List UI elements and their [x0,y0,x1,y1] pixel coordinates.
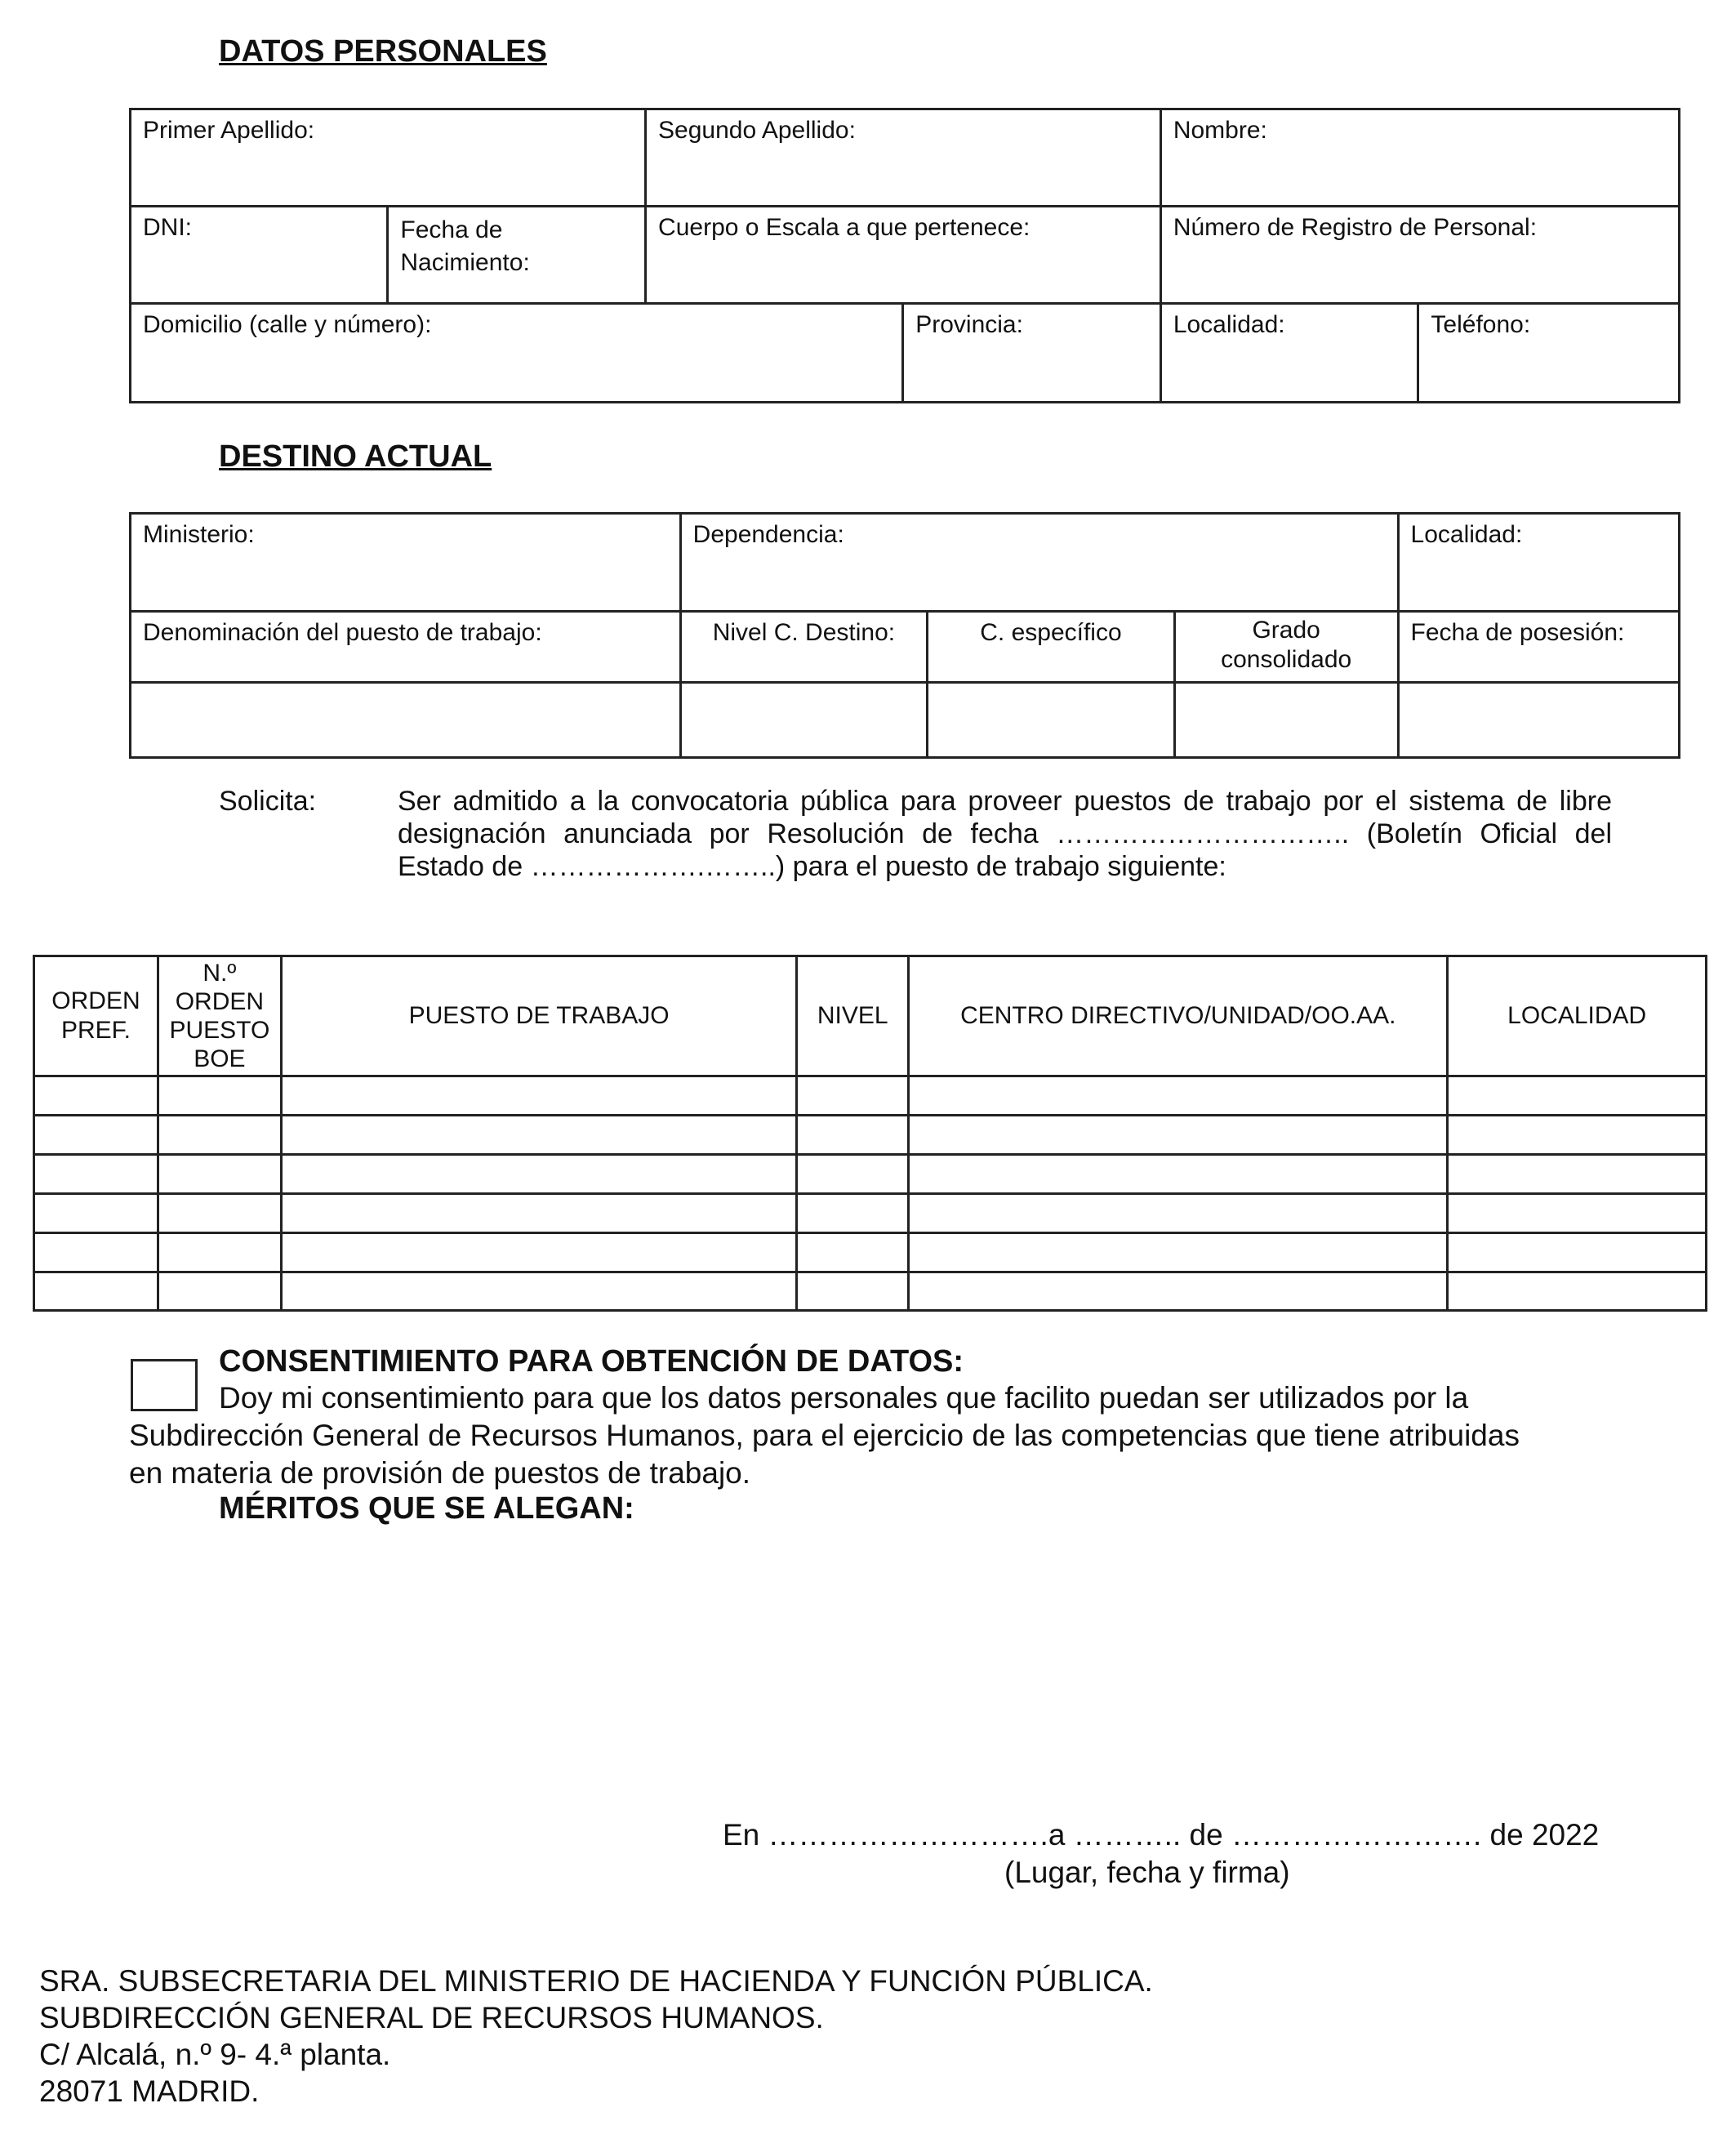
signature-caption: (Lugar, fecha y firma) [1004,1856,1290,1889]
c-especifico-input[interactable] [928,683,1175,758]
nivel-cell[interactable] [797,1233,909,1272]
orden-pref-label-1: ORDEN [51,987,140,1014]
orden-pref-cell[interactable] [34,1233,158,1272]
n-orden-cell[interactable] [158,1116,281,1155]
c-especifico-label: C. específico [980,619,1122,646]
destino-actual-heading: DESTINO ACTUAL [219,439,492,474]
consent-line-1: Doy mi consentimiento para que los datos personales que facilito puedan ser utilizados por la [219,1381,1469,1415]
centro-cell[interactable] [909,1116,1448,1155]
cuerpo-escala-field[interactable] [646,207,1161,304]
localidad-cell[interactable] [1448,1116,1707,1155]
n-orden-header [158,956,281,1076]
centro-cell[interactable] [909,1233,1448,1272]
ministerio-label: Ministerio: [143,521,255,548]
datos-personales-heading: DATOS PERSONALES [219,34,547,69]
puesto-cell[interactable] [281,1194,796,1233]
datos-personales-table [129,108,1680,403]
table-row [34,1076,1707,1116]
solicita-label: Solicita: [219,786,317,817]
consent-line-3: en materia de provisión de puestos de trabajo. [129,1456,751,1490]
n-orden-label-2: ORDEN [175,988,265,1015]
puesto-cell[interactable] [281,1116,796,1155]
localidad-field[interactable] [1160,304,1418,403]
orden-pref-label-2: PREF. [60,1017,131,1044]
fecha-posesion-label: Fecha de posesión: [1410,619,1625,646]
address-line-2: SUBDIRECCIÓN GENERAL DE RECURSOS HUMANOS. [39,2001,824,2034]
consent-checkbox[interactable] [131,1359,198,1411]
telefono-label: Teléfono: [1431,311,1531,338]
nombre-label: Nombre: [1173,117,1267,144]
orden-pref-cell[interactable] [34,1076,158,1116]
table-row [34,1272,1707,1311]
primer-apellido-label: Primer Apellido: [143,117,315,144]
grado-label-1: Grado [1252,617,1320,644]
localidad-cell[interactable] [1448,1233,1707,1272]
destino-actual-table [129,512,1680,759]
puesto-header: PUESTO DE TRABAJO [281,956,796,1076]
nivel-destino-label: Nivel C. Destino: [712,619,896,646]
signature-line: En ……………………….a ……….. de ……………………. de 2022 [723,1818,1600,1851]
nivel-destino-input[interactable] [680,683,928,758]
orden-pref-header [34,956,158,1076]
destino-localidad-label: Localidad: [1410,521,1523,548]
nivel-cell[interactable] [797,1076,909,1116]
n-orden-cell[interactable] [158,1155,281,1194]
solicita-line-2: designación anunciada por Resolución de fecha ………………………….. (Boletín Oficial del [398,818,1612,849]
address-line-1: SRA. SUBSECRETARIA DEL MINISTERIO DE HACIENDA Y FUNCIÓN PÚBLICA. [39,1964,1153,1998]
nivel-cell[interactable] [797,1194,909,1233]
nivel-cell[interactable] [797,1155,909,1194]
nombre-field[interactable] [1160,109,1679,207]
denominacion-label: Denominación del puesto de trabajo: [143,619,542,646]
address-line-4: 28071 MADRID. [39,2074,260,2108]
puesto-cell[interactable] [281,1155,796,1194]
orden-pref-cell[interactable] [34,1155,158,1194]
centro-cell[interactable] [909,1194,1448,1233]
consent-title: CONSENTIMIENTO PARA OBTENCIÓN DE DATOS: [219,1344,964,1379]
localidad-cell[interactable] [1448,1194,1707,1233]
grado-header [1174,612,1398,683]
recipient-address [39,1963,1153,2110]
centro-cell[interactable] [909,1076,1448,1116]
centro-cell[interactable] [909,1272,1448,1311]
destino-localidad-field[interactable] [1398,514,1679,612]
nivel-destino-header [680,612,928,683]
puesto-cell[interactable] [281,1272,796,1311]
puesto-cell[interactable] [281,1233,796,1272]
solicita-line-1: Ser admitido a la convocatoria pública para proveer puestos de trabajo por el sistema de libre [398,786,1612,817]
denominacion-input[interactable] [131,683,681,758]
dni-label: DNI: [143,214,192,241]
fecha-nacimiento-label-2: Nacimiento: [400,249,530,276]
segundo-apellido-field[interactable] [646,109,1161,207]
n-orden-cell[interactable] [158,1272,281,1311]
table-row [34,1155,1707,1194]
nivel-header: NIVEL [797,956,909,1076]
puesto-cell[interactable] [281,1076,796,1116]
fecha-nacimiento-label-1: Fecha de [400,216,503,243]
orden-pref-cell[interactable] [34,1116,158,1155]
orden-pref-cell[interactable] [34,1272,158,1311]
domicilio-label: Domicilio (calle y número): [143,311,432,338]
solicita-line-3: Estado de ……………….……..) para el puesto de trabajo siguiente: [398,851,1226,882]
nrp-label: Número de Registro de Personal: [1173,214,1538,241]
puestos-table [33,955,1707,1312]
n-orden-cell[interactable] [158,1076,281,1116]
localidad-cell[interactable] [1448,1155,1707,1194]
localidad-header: LOCALIDAD [1448,956,1707,1076]
n-orden-label-4: BOE [194,1045,246,1072]
address-line-3: C/ Alcalá, n.º 9- 4.ª planta. [39,2038,391,2071]
denominacion-header [131,612,681,683]
fecha-posesion-input[interactable] [1398,683,1679,758]
n-orden-cell[interactable] [158,1194,281,1233]
n-orden-label-1: N.º [203,960,237,987]
n-orden-label-3: PUESTO [169,1017,270,1044]
grado-input[interactable] [1174,683,1398,758]
localidad-cell[interactable] [1448,1272,1707,1311]
table-row [34,1194,1707,1233]
ministerio-field[interactable] [131,514,681,612]
table-row [34,1233,1707,1272]
orden-pref-cell[interactable] [34,1194,158,1233]
solicita-text [398,785,1612,883]
provincia-label: Provincia: [915,311,1023,338]
localidad-cell[interactable] [1448,1076,1707,1116]
nivel-cell[interactable] [797,1116,909,1155]
dni-field[interactable] [131,207,388,304]
telefono-field[interactable] [1418,304,1680,403]
primer-apellido-field[interactable] [131,109,646,207]
grado-label-2: consolidado [1221,646,1352,673]
cuerpo-escala-label: Cuerpo o Escala a que pertenece: [658,214,1030,241]
consent-line-2: Subdirección General de Recursos Humanos, para el ejercicio de las competencias que tiene atribuidas [129,1419,1520,1452]
dependencia-label: Dependencia: [692,521,844,548]
segundo-apellido-label: Segundo Apellido: [658,117,856,144]
dependencia-field[interactable] [680,514,1398,612]
c-especifico-header [928,612,1175,683]
nrp-field[interactable] [1160,207,1679,304]
centro-cell[interactable] [909,1155,1448,1194]
meritos-heading: MÉRITOS QUE SE ALEGAN: [219,1491,634,1526]
table-row [34,1116,1707,1155]
domicilio-field[interactable] [131,304,903,403]
localidad-label: Localidad: [1173,311,1285,338]
provincia-field[interactable] [903,304,1161,403]
n-orden-cell[interactable] [158,1233,281,1272]
fecha-posesion-header [1398,612,1679,683]
fecha-nacimiento-field[interactable] [388,207,646,304]
nivel-cell[interactable] [797,1272,909,1311]
centro-header: CENTRO DIRECTIVO/UNIDAD/OO.AA. [909,956,1448,1076]
